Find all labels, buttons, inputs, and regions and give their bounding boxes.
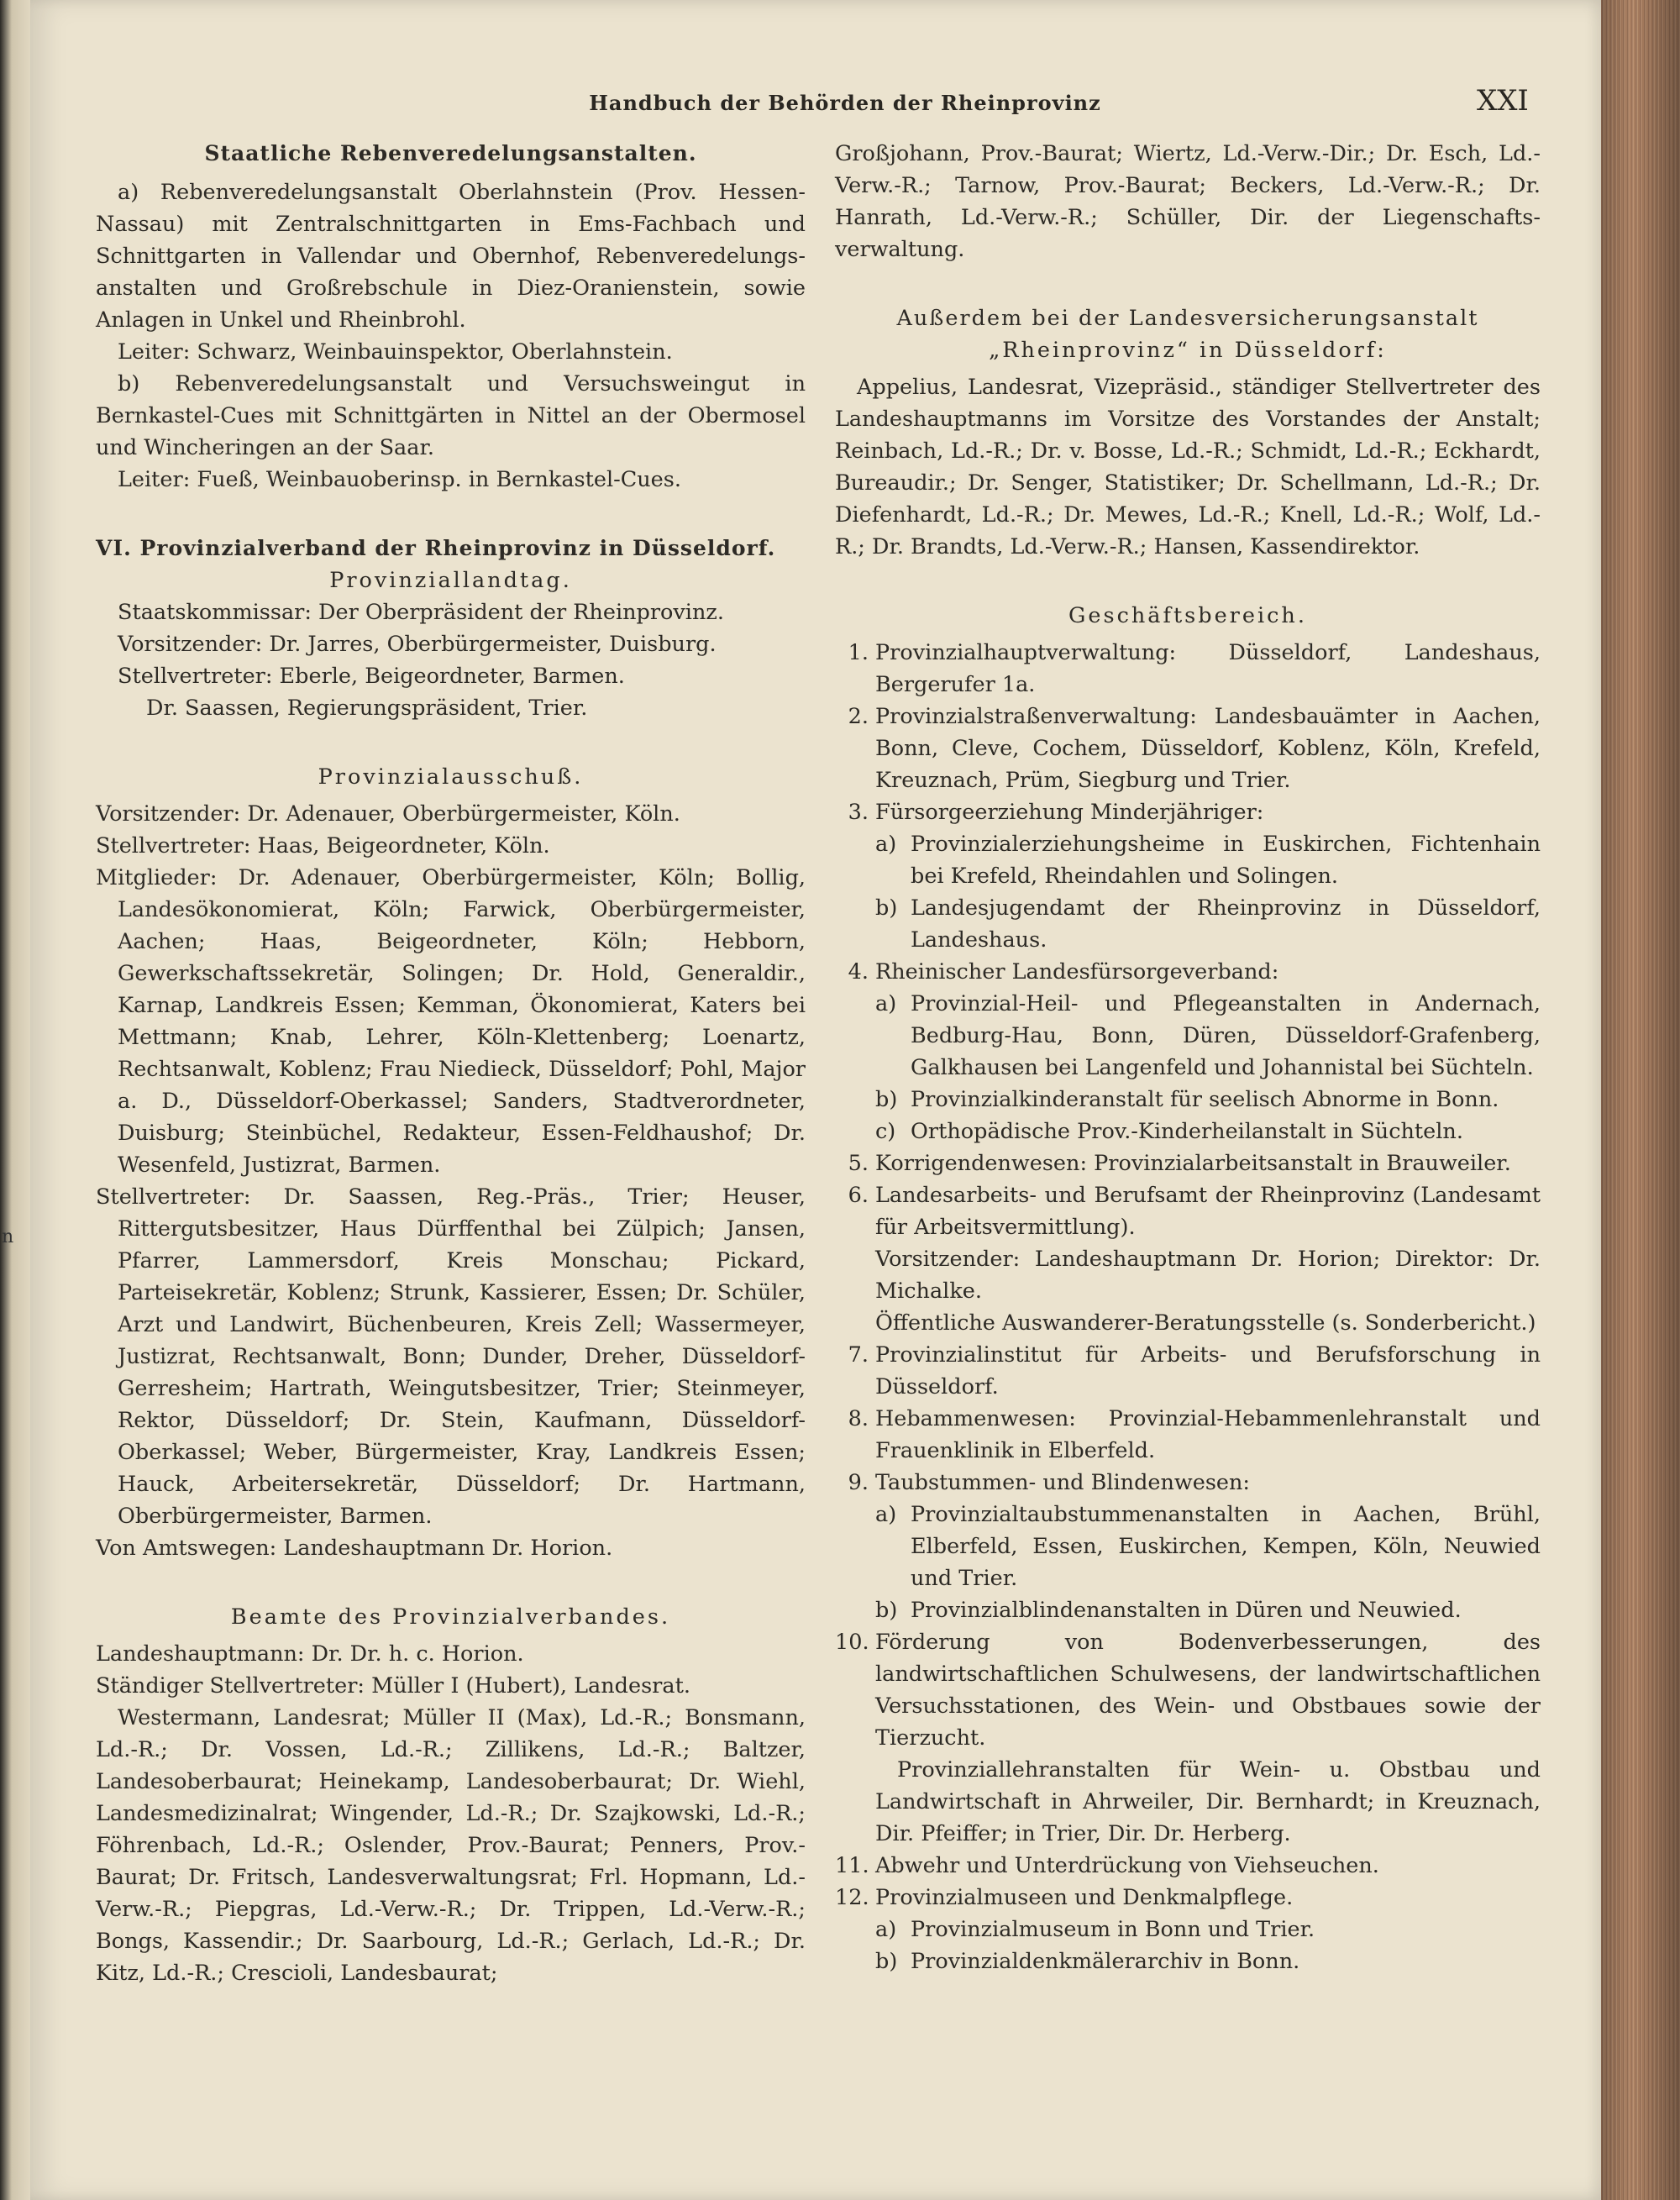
geschaeftsbereich-list: [835, 637, 1541, 1977]
item-letter: a): [875, 1917, 897, 1942]
item-text: Provinzialdenkmälerarchiv in Bonn.: [911, 1949, 1300, 1974]
list-item-continuation: [835, 1307, 1541, 1339]
ausschuss-stellvertreter-liste: Stellvertreter: Dr. Saassen, Reg.-Präs., Trier; Heuser, Rittergutsbesitzer, Haus Dürffenthal bei Zülpich; Jansen, Pfarrer, Lammersdorf, Kreis Monschau; Pickard, Parteisekretär, Koblenz; Strunk, Kassierer, Essen; Dr. Schüler, Arzt und Landwirt, Büchenbeuren, Kreis Zell; Wassermeyer, Justizrat, Rechtsanwalt, Bonn; Dunder, Dreher, Düsseldorf-Gerresheim; Hartrath, Weingutsbesitzer, Trier; Steinmeyer, Rektor, Düsseldorf; Dr. Stein, Kaufmann, Düsseldorf-Oberkassel; Weber, Bürgermeister, Kray, Landkreis Essen; Hauck, Arbeitersekretär, Düsseldorf; Dr. Hartmann, Oberbürgermeister, Barmen.: [96, 1184, 806, 1529]
item-number: 2.: [848, 704, 869, 729]
leiter-b: Leiter: Fueß, Weinbauoberinsp. in Bernkastel-Cues.: [118, 467, 681, 492]
landeshauptmann-line: Landeshauptmann: Dr. Dr. h. c. Horion.: [96, 1641, 524, 1667]
paragraph-anstalt-a: a) Rebenveredelungsanstalt Oberlahnstein (Prov. Hessen-Nassau) mit Zentralschnittgarten in Ems-Fachbach und Schnittgarten in Vallendar und Obernhof, Rebenveredelungs-anstalten und Großrebschule in Diez-Oranienstein, sowie Anlagen in Unkel und Rheinbrohl.: [96, 180, 806, 333]
ausschuss-vorsitzender: Vorsitzender: Dr. Adenauer, Oberbürgermeister, Köln.: [96, 801, 680, 827]
item-number: 7.: [848, 1342, 869, 1368]
subheading-landesversicherungsanstalt: Außerdem bei der Landesversicherungsanstalt: [896, 306, 1479, 331]
item-number: 10.: [835, 1630, 869, 1655]
list-subitem: [835, 1116, 1541, 1147]
item-text: Provinzialkinderanstalt für seelisch Abnorme in Bonn.: [911, 1087, 1499, 1112]
item-text: Provinzialhauptverwaltung: Düsseldorf, Landeshaus, Bergerufer 1a.: [875, 640, 1541, 697]
item-text: Öffentliche Auswanderer-Beratungsstelle (s. Sonderbericht.): [875, 1310, 1536, 1336]
paragraph-anstalt-b: b) Rebenveredelungsanstalt und Versuchsweingut in Bernkastel-Cues mit Schnittgärten in Nittel an der Obermosel und Wincheringen an der Saar.: [96, 371, 806, 460]
list-item: [835, 1147, 1541, 1179]
item-number: 5.: [848, 1151, 869, 1176]
item-text: Abwehr und Unterdrückung von Viehseuchen.: [875, 1853, 1379, 1878]
item-text: Fürsorgeerziehung Minderjähriger:: [875, 800, 1264, 825]
item-number: 4.: [848, 959, 869, 984]
list-subitem: [835, 828, 1541, 892]
item-letter: a): [875, 1502, 897, 1527]
item-text: Landesarbeits- und Berufsamt der Rheinprovinz (Landesamt für Arbeitsvermittlung).: [875, 1183, 1541, 1240]
item-number: 12.: [835, 1885, 869, 1910]
list-subitem: [835, 988, 1541, 1084]
list-item: [835, 1626, 1541, 1754]
section-heading-provinzialverband: VI. Provinzialverband der Rheinprovinz in Düsseldorf.: [96, 536, 776, 560]
item-text: Provinzialstraßenverwaltung: Landesbauämter in Aachen, Bonn, Cleve, Cochem, Düsseldorf, Koblenz, Köln, Krefeld, Kreuznach, Prüm, Siegburg und Trier.: [875, 704, 1541, 793]
item-letter: b): [875, 895, 898, 921]
list-item: [835, 1467, 1541, 1499]
item-text: Taubstummen- und Blindenwesen:: [875, 1470, 1251, 1495]
staendiger-stellvertreter-line: Ständiger Stellvertreter: Müller I (Hubert), Landesrat.: [96, 1673, 690, 1699]
item-number: 8.: [848, 1406, 869, 1431]
item-number: 9.: [848, 1470, 869, 1495]
beamte-liste: Westermann, Landesrat; Müller II (Max), Ld.-R.; Bonsmann, Ld.-R.; Dr. Vossen, Ld.-R.; Zillikens, Ld.-R.; Baltzer, Landesoberbaurat; Heinekamp, Landesoberbaurat; Dr. Wiehl, Landesmedizinalrat; Wingender, Ld.-R.; Dr. Szajkowski, Ld.-R.; Föhrenbach, Ld.-R.; Oslender, Prov.-Baurat; Penners, Prov.-Baurat; Dr. Fritsch, Landesverwaltungsrat; Frl. Hopmann, Ld.-Verw.-R.; Piepgras, Ld.-Verw.-R.; Dr. Trippen, Ld.-Verw.-R.; Bongs, Kassendir.; Dr. Saarbourg, Ld.-R.; Gerlach, Ld.-R.; Dr. Kitz, Ld.-R.; Crescioli, Landesbaurat;: [96, 1705, 806, 1986]
left-column: [96, 138, 806, 1989]
list-subitem: [835, 1499, 1541, 1594]
subheading-provinziallandtag: Provinziallandtag.: [329, 568, 572, 593]
item-text: Landesjugendamt der Rheinprovinz in Düsseldorf, Landeshaus.: [911, 895, 1541, 953]
item-text: Provinzialblindenanstalten in Düren und Neuwied.: [911, 1598, 1462, 1623]
item-text: Provinzialmuseen und Denkmalpflege.: [875, 1885, 1294, 1910]
item-text: Korrigendenwesen: Provinzialarbeitsanstalt in Brauweiler.: [875, 1151, 1511, 1176]
running-head: Handbuch der Behörden der Rheinprovinz: [589, 91, 1101, 115]
item-text: Vorsitzender: Landeshauptmann Dr. Horion; Direktor: Dr. Michalke.: [875, 1247, 1541, 1304]
item-text: Provinzial-Heil- und Pflegeanstalten in Andernach, Bedburg-Hau, Bonn, Düren, Düsseldorf-Grafenberg, Galkhausen bei Langenfeld und Johannistal bei Süchteln.: [911, 991, 1541, 1080]
leiter-a: Leiter: Schwarz, Weinbauinspektor, Oberlahnstein.: [118, 339, 673, 365]
subheading-rheinprovinz: „Rheinprovinz“ in Düsseldorf:: [989, 338, 1387, 363]
stellvertreter-line: Stellvertreter: Eberle, Beigeordneter, Barmen.: [118, 664, 625, 689]
item-number: 1.: [848, 640, 869, 665]
list-item: [835, 637, 1541, 701]
subheading-beamte: Beamte des Provinzialverbandes.: [230, 1604, 671, 1630]
item-text: Rheinischer Landesfürsorgeverband:: [875, 959, 1279, 984]
vorsitzender-line: Vorsitzender: Dr. Jarres, Oberbürgermeister, Duisburg.: [118, 632, 717, 657]
list-subitem: [835, 1914, 1541, 1945]
von-amtswegen-line: Von Amtswegen: Landeshauptmann Dr. Horion.: [96, 1536, 613, 1561]
list-item-continuation: [835, 1243, 1541, 1307]
item-letter: a): [875, 832, 897, 857]
page-number: XXI: [1477, 84, 1529, 118]
list-item: [835, 1179, 1541, 1243]
list-item: [835, 956, 1541, 988]
left-margin-mark: n: [2, 1226, 14, 1247]
beamte-liste-fortsetzung: Großjohann, Prov.-Baurat; Wiertz, Ld.-Verw.-Dir.; Dr. Esch, Ld.-Verw.-R.; Tarnow, Prov.-Baurat; Beckers, Ld.-Verw.-R.; Dr. Hanrath, Ld.-Verw.-R.; Schüller, Dir. der Liegenschafts-verwaltung.: [835, 141, 1541, 262]
list-item: [835, 701, 1541, 796]
list-item: [835, 1882, 1541, 1914]
item-text: Orthopädische Prov.-Kinderheilanstalt in Süchteln.: [911, 1119, 1463, 1144]
item-letter: b): [875, 1087, 898, 1112]
stellvertreter-line-2: Dr. Saassen, Regierungspräsident, Trier.: [146, 696, 588, 721]
book-page: [30, 0, 1601, 2200]
list-item: [835, 796, 1541, 828]
item-text: Provinzialtaubstummenanstalten in Aachen, Brühl, Elberfeld, Essen, Euskirchen, Kempen, Köln, Neuwied und Trier.: [911, 1502, 1541, 1591]
lva-beamte-liste: Appelius, Landesrat, Vizepräsid., ständiger Stellvertreter des Landeshauptmanns im Vorsitze des Vorstandes der Anstalt; Reinbach, Ld.-R.; Dr. v. Bosse, Ld.-R.; Schmidt, Ld.-R.; Eckhardt, Bureaudir.; Dr. Senger, Statistiker; Dr. Schellmann, Ld.-R.; Dr. Diefenhardt, Ld.-R.; Dr. Mewes, Ld.-R.; Knell, Ld.-R.; Wolf, Ld.-R.; Dr. Brandts, Ld.-Verw.-R.; Hansen, Kassendirektor.: [835, 375, 1541, 559]
item-letter: b): [875, 1598, 898, 1623]
item-number: 3.: [848, 800, 869, 825]
item-letter: c): [875, 1119, 896, 1144]
item-text: Provinzialerziehungsheime in Euskirchen, Fichtenhain bei Krefeld, Rheindahlen und Solingen.: [911, 832, 1541, 889]
item-text: Förderung von Bodenverbesserungen, des landwirtschaftlichen Schulwesens, der landwirtschaftlichen Versuchsstationen, des Wein- und Obstbaues sowie der Tierzucht.: [875, 1630, 1541, 1751]
item-text: Provinzialmuseum in Bonn und Trier.: [911, 1917, 1315, 1942]
list-item: [835, 1403, 1541, 1467]
subheading-geschaeftsbereich: Geschäftsbereich.: [1068, 603, 1307, 628]
left-page-edge: [0, 0, 34, 2200]
item-letter: a): [875, 991, 897, 1016]
section-heading-rebenveredelung: Staatliche Rebenveredelungsanstalten.: [204, 141, 697, 165]
ausschuss-mitglieder: Mitglieder: Dr. Adenauer, Oberbürgermeister, Köln; Bollig, Landesökonomierat, Köln; Farwick, Oberbürgermeister, Aachen; Haas, Beigeordneter, Köln; Hebborn, Gewerkschaftssekretär, Solingen; Dr. Hold, Generaldir., Karnap, Landkreis Essen; Kemman, Ökonomierat, Katers bei Mettmann; Knab, Lehrer, Köln-Klettenberg; Loenartz, Rechtsanwalt, Koblenz; Frau Niedieck, Düsseldorf; Pohl, Major a. D., Düsseldorf-Oberkassel; Sanders, Stadtverordneter, Duisburg; Steinbüchel, Redakteur, Essen-Feldhaushof; Dr. Wesenfeld, Justizrat, Barmen.: [96, 865, 806, 1178]
list-item-continuation: [835, 1754, 1541, 1850]
item-text: Provinzialinstitut für Arbeits- und Berufsforschung in Düsseldorf.: [875, 1342, 1541, 1399]
item-number: 11.: [835, 1853, 869, 1878]
list-subitem: [835, 892, 1541, 956]
item-number: 6.: [848, 1183, 869, 1208]
list-item: [835, 1339, 1541, 1403]
ausschuss-stellvertreter: Stellvertreter: Haas, Beigeordneter, Köln.: [96, 833, 550, 858]
item-text: Hebammenwesen: Provinzial-Hebammenlehranstalt und Frauenklinik in Elberfeld.: [875, 1406, 1541, 1463]
list-subitem: [835, 1594, 1541, 1626]
list-subitem: [835, 1084, 1541, 1116]
list-item: [835, 1850, 1541, 1882]
item-text: Provinziallehranstalten für Wein- u. Obstbau und Landwirtschaft in Ahrweiler, Dir. Bernhardt; in Kreuznach, Dir. Pfeiffer; in Trier, Dir. Dr. Herberg.: [875, 1757, 1541, 1846]
staatskommissar-line: Staatskommissar: Der Oberpräsident der Rheinprovinz.: [118, 600, 724, 625]
item-letter: b): [875, 1949, 898, 1974]
list-subitem: [835, 1945, 1541, 1977]
right-column: [835, 138, 1541, 1977]
subheading-provinzialausschuss: Provinzialausschuß.: [318, 764, 584, 790]
page-edges-shadow: [1601, 0, 1680, 2200]
